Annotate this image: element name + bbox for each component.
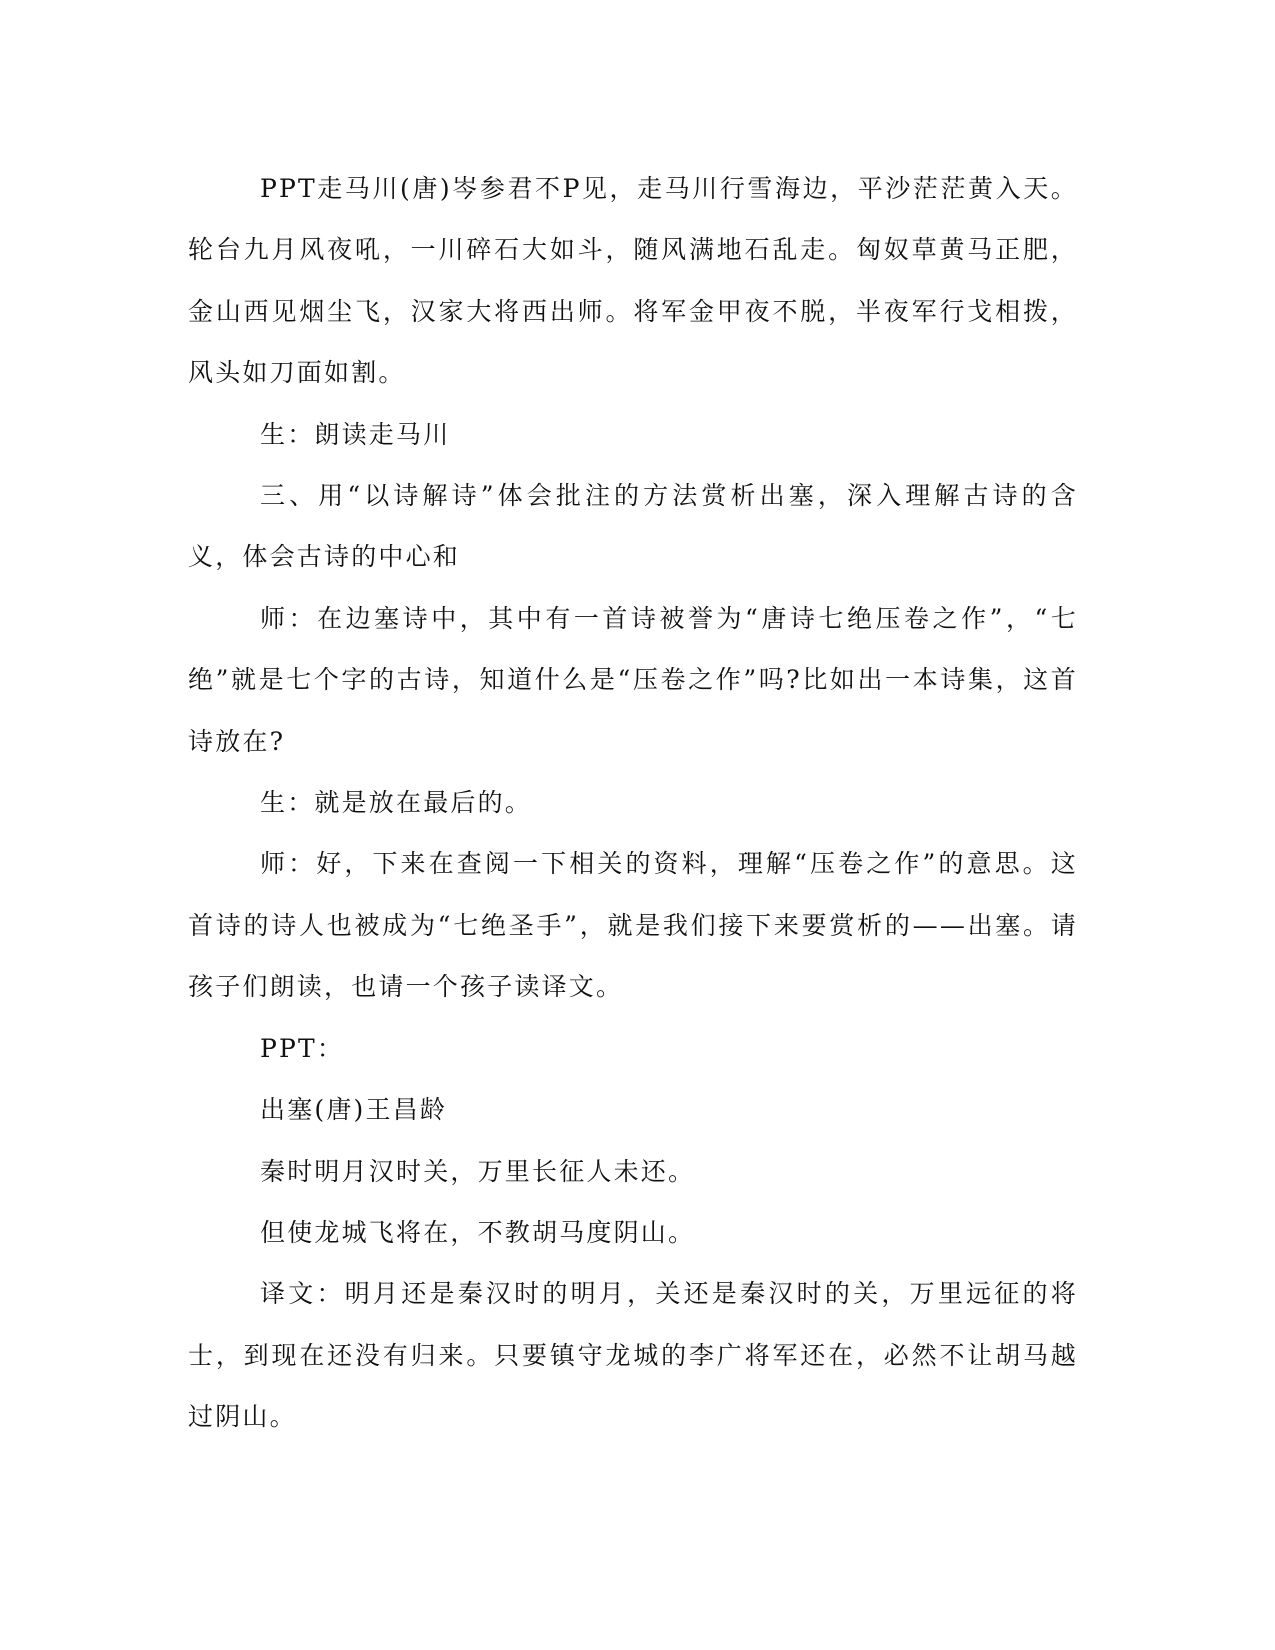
paragraph-student-answer: 生：就是放在最后的。 <box>260 788 533 818</box>
document-page <box>188 158 1078 1448</box>
paragraph-student-read-zouma-chuan: 生：朗读走马川 <box>260 419 451 449</box>
poem-title: 出塞(唐)王昌龄 <box>260 1095 448 1125</box>
paragraph-translation: 译文：明月还是秦汉时的明月，关还是秦汉时的关，万里远征的将士，到现在还没有归来。只要镇守龙城的李广将军还在，必然不让胡马越过阴山。 <box>188 1279 1078 1432</box>
paragraph-teacher-question: 师：在边塞诗中，其中有一首诗被誉为“唐诗七绝压卷之作”，“七绝”就是七个字的古诗，知道什么是“压卷之作”吗?比如出一本诗集，这首诗放在? <box>188 603 1078 756</box>
paragraph-teacher-explanation: 师：好，下来在查阅一下相关的资料，理解“压卷之作”的意思。这首诗的诗人也被成为“七绝圣手”，就是我们接下来要赏析的——出塞。请孩子们朗读，也请一个孩子读译文。 <box>188 849 1078 1002</box>
poem-line-1: 秦时明月汉时关，万里长征人未还。 <box>260 1156 696 1186</box>
paragraph-ppt-label: PPT： <box>260 1033 345 1063</box>
paragraph-ppt-zouma-chuan: PPT走马川(唐)岑参君不P见，走马川行雪海边，平沙茫茫黄入天。轮台九月风夜吼，一川碎石大如斗，随风满地石乱走。匈奴草黄马正肥，金山西见烟尘飞，汉家大将西出师。将军金甲夜不脱，半夜军行戈相拨，风头如刀面如割。 <box>188 174 1078 388</box>
paragraph-section-three-heading: 三、用“以诗解诗”体会批注的方法赏析出塞，深入理解古诗的含义，体会古诗的中心和 <box>188 481 1078 572</box>
poem-line-2: 但使龙城飞将在，不教胡马度阴山。 <box>260 1217 696 1247</box>
